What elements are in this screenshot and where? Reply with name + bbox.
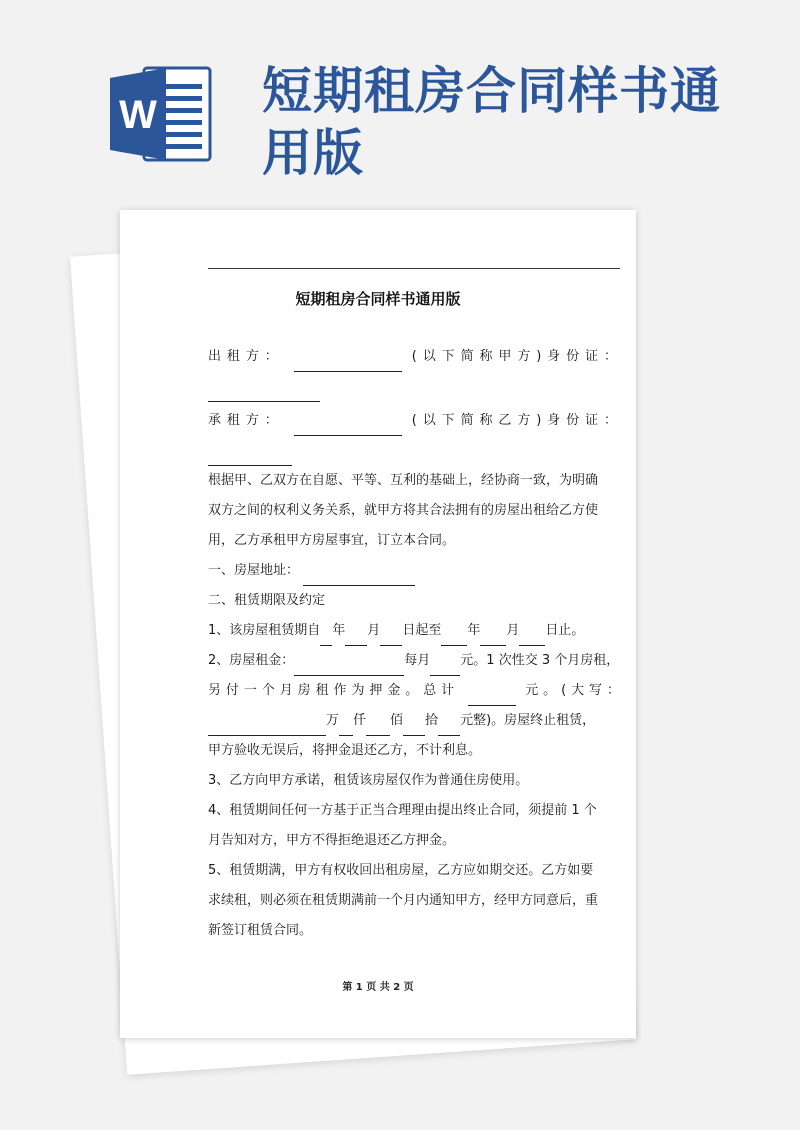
- termination-line-2: 月告知对方，甲方不得拒绝退还乙方押金。: [208, 833, 456, 848]
- rent-line-1: [208, 646, 620, 676]
- page-footer: 第 1 页 共 2 页: [342, 982, 414, 993]
- address-line: [208, 556, 620, 586]
- bai-blank: [366, 718, 390, 736]
- end-label: 日止。: [545, 623, 585, 638]
- lessor-name-blank: [294, 354, 402, 372]
- lessee-id-blank: [208, 448, 292, 466]
- word-logo-letter: W: [119, 93, 157, 137]
- document-body: [208, 342, 620, 946]
- start-year-blank: [320, 628, 332, 646]
- bai-label: 佰: [390, 713, 404, 728]
- lessor-mid: (以下简称甲方)身份证：: [411, 349, 620, 364]
- rent-prefix: 2、房屋租金：: [208, 653, 295, 668]
- end-month-blank: [480, 628, 506, 646]
- month2-label: 月: [506, 623, 520, 638]
- renewal-line-2: 求续租，则必须在租赁期满前一个月内通知甲方，经甲方同意后，重: [208, 893, 599, 908]
- from-label: 日起至: [402, 623, 442, 638]
- rent-rest: 元。1 次性交 3 个月房租，: [460, 653, 620, 668]
- qian-label: 仟: [353, 713, 367, 728]
- total-blank: [468, 688, 516, 706]
- lessee-id-line: [208, 436, 620, 466]
- lessor-id-blank: [208, 384, 320, 402]
- end-year-blank: [441, 628, 467, 646]
- lessee-mid: (以下简称乙方)身份证：: [411, 413, 620, 428]
- monthly-label: 每月: [404, 653, 431, 668]
- intro-line-3: 用，乙方承租甲方房屋事宜，订立本合同。: [208, 533, 456, 548]
- lessee-name-blank: [294, 418, 402, 436]
- lessor-id-line: [208, 372, 620, 402]
- yuan-blank: [438, 718, 460, 736]
- start-day-blank: [380, 628, 402, 646]
- qian-blank: [339, 718, 353, 736]
- rent-line-3: [208, 706, 620, 736]
- year-label: 年: [332, 623, 346, 638]
- document-title: 短期租房合同样书通用版: [295, 290, 461, 308]
- renewal-line-1: 5、租赁期满，甲方有权收回出租房屋，乙方应如期交还。乙方如要: [208, 863, 594, 878]
- rent-line-4: 甲方验收无误后，将押金退还乙方，不计利息。: [208, 743, 482, 758]
- word-app-icon: [104, 62, 216, 166]
- header-rule: [208, 268, 620, 269]
- lessee-line: [208, 406, 620, 436]
- yuan-text: 元整)。房屋终止租赁，: [460, 713, 596, 728]
- rent-amount-blank: [294, 658, 404, 676]
- wan-blank: [208, 718, 326, 736]
- monthly-amount-blank: [430, 658, 460, 676]
- intro-line-1: 根据甲、乙双方在自愿、平等、互利的基础上，经协商一致，为明确: [208, 473, 599, 488]
- banner-title: 短期租房合同样书通用版: [262, 61, 721, 182]
- lessee-label: 承租方：: [208, 413, 284, 428]
- document-page: [120, 210, 636, 1038]
- month-label: 月: [367, 623, 381, 638]
- deposit-text: 另付一个月房租作为押金。总计: [208, 683, 460, 698]
- lessor-line: [208, 342, 620, 372]
- usage-line: 3、乙方向甲方承诺，租赁该房屋仅作为普通住房使用。: [208, 773, 529, 788]
- shi-label: 拾: [425, 713, 439, 728]
- shi-blank: [403, 718, 425, 736]
- address-label: 一、房屋地址：: [208, 563, 300, 578]
- term-heading: 二、租赁期限及约定: [208, 593, 326, 608]
- address-blank: [303, 568, 415, 586]
- word-logo-svg: [104, 62, 216, 166]
- uppercase-label: 元。(大写：: [525, 683, 620, 698]
- end-day-blank: [519, 628, 545, 646]
- term-period-line: [208, 616, 620, 646]
- termination-line-1: 4、租赁期间任何一方基于正当合理理由提出终止合同，须提前 1 个: [208, 803, 597, 818]
- start-month-blank: [345, 628, 367, 646]
- lessor-label: 出租方：: [208, 349, 284, 364]
- renewal-line-3: 新签订租赁合同。: [208, 923, 313, 938]
- year2-label: 年: [467, 623, 481, 638]
- wan-label: 万: [326, 713, 340, 728]
- rent-line-2: [208, 676, 620, 706]
- intro-line-2: 双方之间的权利义务关系，就甲方将其合法拥有的房屋出租给乙方使: [208, 503, 599, 518]
- term-prefix: 1、该房屋租赁期自: [208, 623, 321, 638]
